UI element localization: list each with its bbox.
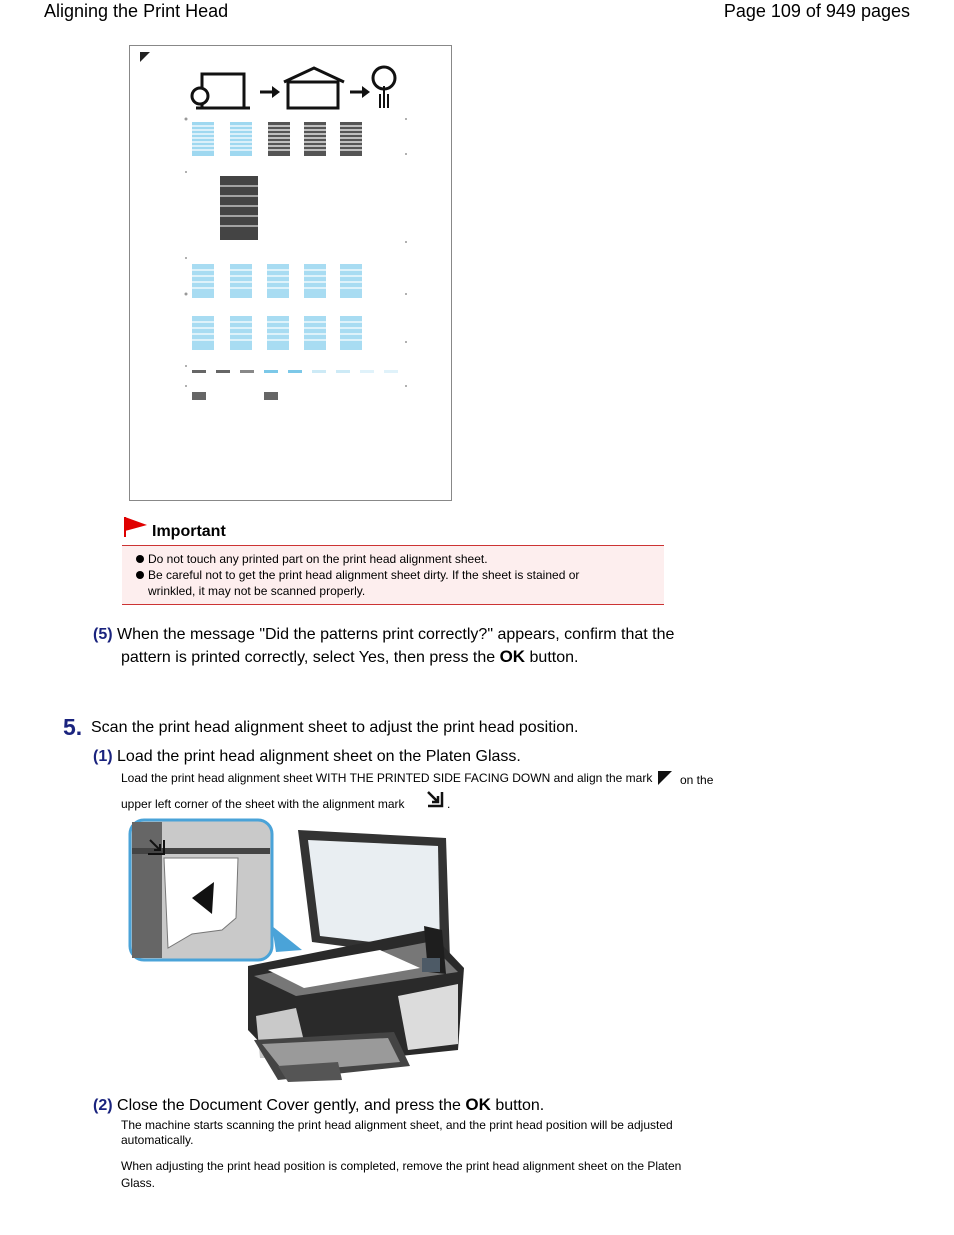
substep-5: [93, 624, 674, 646]
ok-button-label: OK: [499, 647, 526, 666]
pattern-row-2: [192, 264, 362, 298]
step-number: 5.: [63, 714, 83, 740]
substep-2: (2) Close the Document Cover gently, and press the OK button.: [93, 1095, 545, 1114]
important-heading: Important: [152, 523, 226, 540]
substep-1-desc-line2: upper left corner of the sheet with the alignment mark: [121, 797, 405, 811]
step-text: Scan the print head alignment sheet to adjust the print head position.: [91, 719, 579, 736]
alignment-sheet-illustration: [130, 46, 450, 499]
ok-button-label: OK: [465, 1095, 491, 1114]
page-number: Page 109 of 949 pages: [723, 1, 910, 21]
pattern-dash-row: [192, 370, 398, 373]
important-item-continued: wrinkled, it may not be scanned properly.: [148, 584, 366, 598]
important-item: Be careful not to get the print head alignment sheet dirty. If the sheet is stained or: [134, 567, 664, 583]
substep-5-line2: pattern is printed correctly, select Yes, then press the OK button.: [121, 647, 579, 666]
corner-mark-icon: [657, 770, 673, 791]
substep-number: (1): [93, 748, 113, 765]
bullet-icon: [136, 555, 144, 563]
alignment-mark-icon: [426, 790, 446, 813]
bullet-icon: [136, 571, 144, 579]
substep-1-desc-line1: Load the print head alignment sheet WITH THE PRINTED SIDE FACING DOWN and align the mark: [121, 771, 653, 785]
page-title: Aligning the Print Head: [44, 1, 229, 21]
printer-illustration: [128, 818, 468, 1091]
substep-number: (5): [93, 626, 113, 643]
substep-1-desc-tail: on the: [680, 773, 714, 787]
substep-2-para1-line1: The machine starts scanning the print head alignment sheet, and the print head position will be adjusted: [121, 1118, 673, 1132]
important-box: [122, 545, 664, 605]
corner-mark-icon: [140, 52, 150, 62]
substep-number: (2): [93, 1097, 113, 1114]
substep-1: [93, 746, 521, 768]
important-flag-icon: [123, 516, 149, 543]
substep-text: When the message "Did the patterns print correctly?" appears, confirm that the: [117, 626, 675, 643]
pattern-row-1: [192, 122, 362, 156]
important-item: Do not touch any printed part on the print head alignment sheet.: [134, 551, 664, 567]
substep-2-para2-line1: When adjusting the print head position is completed, remove the print head alignment sheet on the Platen: [121, 1159, 682, 1173]
pattern-row-3: [192, 316, 362, 350]
substep-2-para1-line2: automatically.: [121, 1133, 194, 1147]
substep-2-para2-line2: Glass.: [121, 1176, 156, 1190]
scan-instructions-icon: [192, 67, 395, 108]
alignment-sheet-figure: [129, 45, 452, 501]
substep-title: Load the print head alignment sheet on the Platen Glass.: [117, 748, 521, 765]
